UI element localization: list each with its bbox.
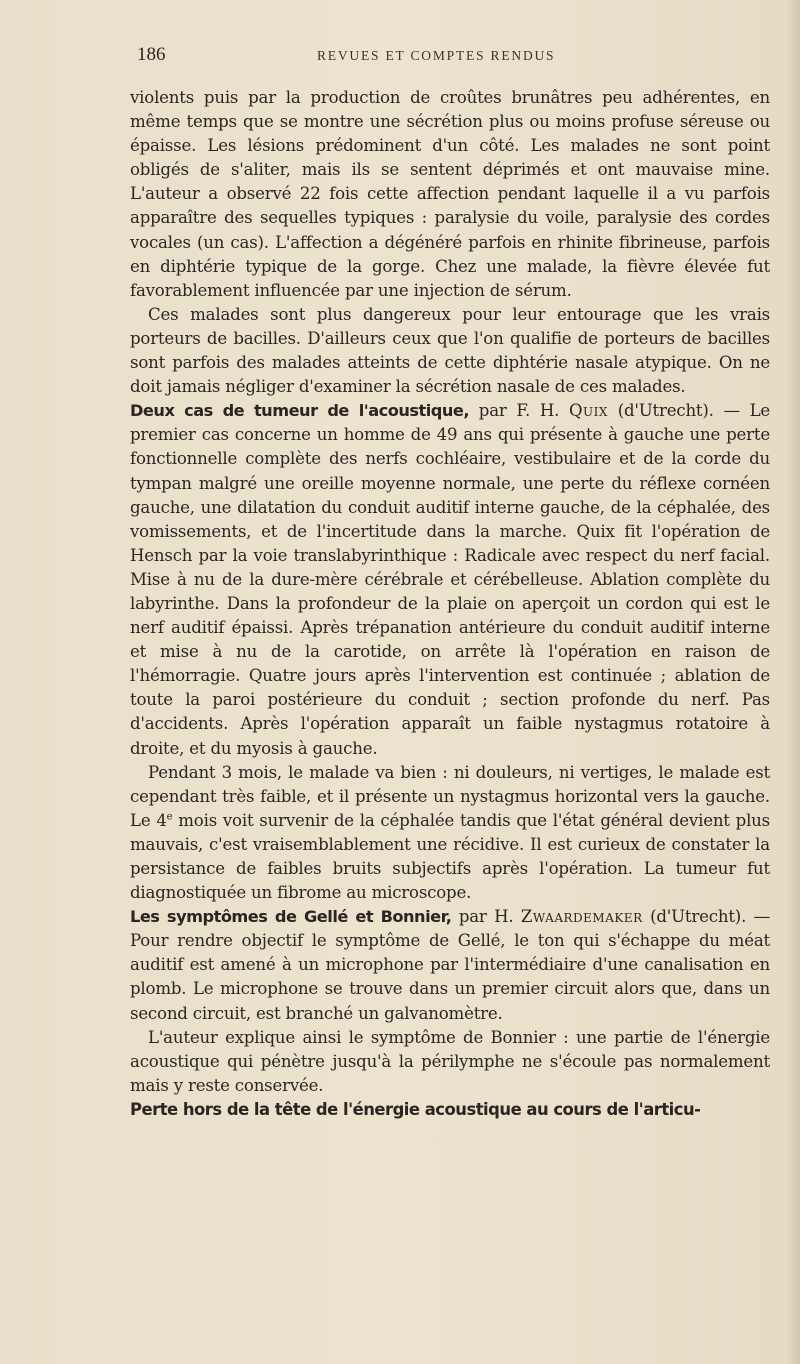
paragraph-3-body: (d'Utrecht). — Le premier cas concerne un homme de 49 ans qui présente à gauche une perte fonctionnelle complète des nerfs cochléaire, vestibulaire et de la corde du tympan malgré une oreille moyenne normale, une perte du réflexe cornéen gauche, une dilatation du conduit auditif interne gauche, de la céphalée, des vomissements, et de l'incertitude dans la marche. Quix fit l'opération de Hensch par la voie translabyrinthique : Radicale avec respect du nerf facial. Mise à nu de la dure-mère cérébrale et cérébelleuse. Ablation complète du labyrinthe. Dans la profondeur de la plaie on aperçoit un cordon qui est le nerf auditif épaissi. Après trépanation antérieure du conduit auditif interne et mise à nu de la carotide, on arrête là l'opération en raison de l'hémorragie. Quatre jours après l'intervention est continuée ; ablation de toute la paroi postérieure du conduit ; section profonde du nerf. Pas d'accidents. Après l'opération apparaît un faible nystagmus rotatoire à droite, et du myosis à gauche. — [130, 401, 771, 758]
byline-3: par F. H. — [478, 401, 560, 421]
paragraph-4-after: mois voit survenir de la céphalée tandis que l'état général devient plus mauvais, c'est vraisemblablement une récidive. Il est curieux de constater la persistance de faibles bruits subjectifs après l'opération. La tumeur fut diagnostiquée un fibrome au microscope. — [130, 810, 770, 903]
paragraph-5-body: (d'Utrecht). — Pour rendre objectif le symptôme de Gellé, le ton qui s'échappe du méat auditif est amené à un microphone par l'intermédiaire d'une canalisation en plomb. Le microphone se trouve dans un premier circuit alors que, dans un second circuit, est branché un galvanomètre. — [130, 907, 770, 1023]
paragraph-3 — [130, 399, 770, 760]
author-zwaardemaker: Zwaardemaker — [520, 907, 643, 927]
byline-5: par H. — [458, 907, 514, 927]
paragraph-7 — [130, 1098, 770, 1122]
ordinal-superscript: e — [166, 811, 173, 823]
paragraph-4 — [130, 761, 770, 906]
paragraph-5 — [130, 905, 770, 1025]
paragraph-2: Ces malades sont plus dangereux pour leur entourage que les vrais porteurs de bacilles. D'ailleurs ceux que l'on qualifie de porteurs de bacilles sont parfois des malades atteints de cette diphtérie nasale atypique. On ne doit jamais négliger d'examiner la sécrétion nasale de ces malades. — [130, 304, 770, 397]
section-heading-perte: Perte hors de la tête de l'énergie acoustique au cours de l'articu- — [130, 1099, 701, 1119]
section-heading-symptomes: Les symptômes de Gellé et Bonnier, — [130, 907, 452, 927]
running-head: REVUES ET COMPTES RENDUS — [317, 48, 556, 63]
paragraph-4-before: Pendant 3 mois, le malade va bien : ni douleurs, ni vertiges, le malade est cependant très faible, et il présente un nystagmus horizontal vers la gauche. Le 4 — [130, 762, 770, 830]
paragraph-6: L'auteur explique ainsi le symptôme de Bonnier : une partie de l'énergie acoustique qui pénètre jusqu'à la périlymphe ne s'écoule pas normalement mais y reste conservée. — [130, 1027, 770, 1095]
page-edge-shadow — [786, 0, 800, 1364]
paragraph-1: violents puis par la production de croûtes brunâtres peu adhérentes, en même temps que se montre une sécrétion plus ou moins profuse séreuse ou épaisse. Les lésions prédominent d'un côté. Les malades ne sont point obligés de s'aliter, mais ils se sentent déprimés et ont mauvaise mine. L'auteur a observé 22 fois cette affection pendant laquelle il a vu parfois apparaître des sequelles typiques : paralysie du voile, paralysie des cordes vocales (un cas). L'affection a dégénéré parfois en rhinite fibrineuse, parfois en diphtérie typique de la gorge. Chez une malade, la fièvre élevée fut favorablement influencée par une injection de sérum. — [130, 88, 770, 300]
page-number: 186 — [137, 44, 166, 65]
section-heading-tumeur: Deux cas de tumeur de l'acoustique, — [130, 401, 470, 421]
body-text — [130, 86, 770, 1122]
author-quix: Quix — [568, 401, 608, 421]
page-header — [137, 44, 757, 74]
